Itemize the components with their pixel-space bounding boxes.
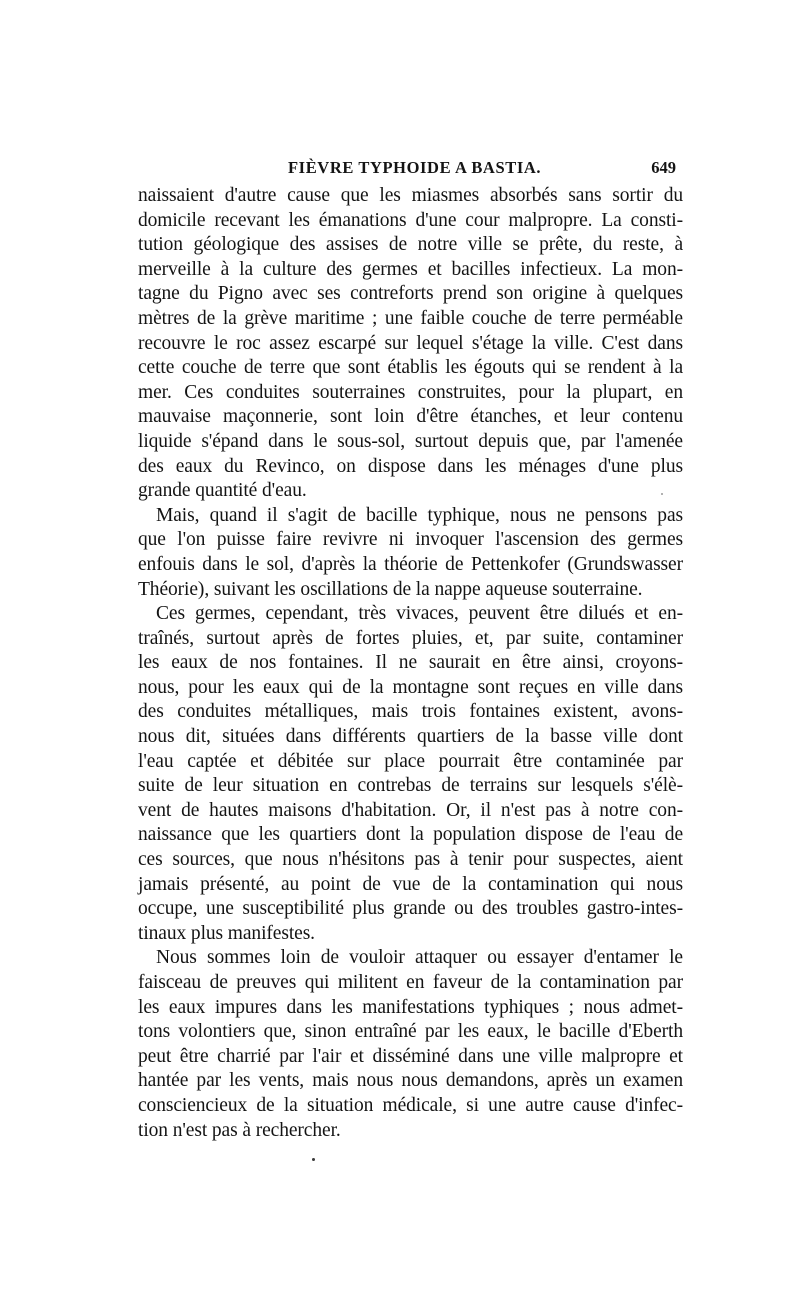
text-line: mauvaise maçonnerie, sont loin d'être étanches, et leur contenu (138, 406, 683, 428)
text-line: tons volontiers que, sinon entraîné par les eaux, le bacille d'Eberth (138, 1021, 683, 1043)
text-line: jamais présenté, au point de vue de la contamination qui nous (138, 873, 683, 895)
text-line: cette couche de terre que sont établis les égouts qui se rendent à la (138, 357, 683, 379)
text-line: liquide s'épand dans le sous-sol, surtout depuis que, par l'amenée (138, 430, 683, 452)
text-line: nous, pour les eaux qui de la montagne sont reçues en ville dans (138, 676, 683, 698)
text-line: l'eau captée et débitée sur place pourrait être contaminée par (138, 750, 683, 772)
text-line: naissaient d'autre cause que les miasmes absorbés sans sortir du (138, 185, 683, 206)
text-line: tagne du Pigno avec ses contreforts prend son origine à quelques (138, 283, 683, 305)
text-line-paragraph-end: grande quantité d'eau. (138, 480, 307, 502)
running-title: FIÈVRE TYPHOIDE A BASTIA. (288, 158, 542, 177)
text-line-paragraph-end: Théorie), suivant les oscillations de la nappe aqueuse souterraine. (138, 578, 643, 600)
text-line: traînés, surtout après de fortes pluies, et, par suite, contaminer (138, 627, 683, 649)
text-line: nous dit, situées dans différents quartiers de la basse ville dont (138, 726, 683, 748)
text-line: occupe, une susceptibilité plus grande ou des troubles gastro-intes- (138, 898, 683, 920)
page-number: 649 (651, 158, 676, 177)
text-line: vent de hautes maisons d'habitation. Or, il n'est pas à notre con- (138, 799, 683, 821)
text-line: faisceau de preuves qui militent en faveur de la contamination par (138, 972, 683, 993)
text-line: les eaux de nos fontaines. Il ne saurait en être ainsi, croyons- (138, 652, 683, 674)
text-line: enfouis dans le sol, d'après la théorie de Pettenkofer (Grundswasser (138, 553, 683, 575)
text-line-paragraph-start: Nous sommes loin de vouloir attaquer ou essayer d'entamer le (156, 947, 683, 969)
text-line: mètres de la grève maritime ; une faible couche de terre perméable (138, 307, 683, 329)
text-line-paragraph-end: tion n'est pas à rechercher. (138, 1119, 341, 1141)
text-line: ces sources, que nous n'hésitons pas à tenir pour suspectes, aient (138, 849, 683, 871)
text-line: merveille à la culture des germes et bacilles infectieux. La mon- (138, 258, 683, 280)
text-line: naissance que les quartiers dont la population dispose de l'eau de (138, 824, 683, 846)
text-line: suite de leur situation en contrebas de terrains sur lesquels s'élè- (138, 775, 683, 797)
ink-speck (312, 1158, 315, 1161)
body-text (138, 184, 683, 1143)
text-line: hantée par les vents, mais nous nous demandons, après un examen (138, 1070, 683, 1092)
text-line: tution géologique des assises de notre ville se prête, du reste, à (138, 234, 683, 256)
text-line: consciencieux de la situation médicale, si une autre cause d'infec- (138, 1094, 683, 1116)
text-line: des eaux du Revinco, on dispose dans les ménages d'une plus (138, 455, 683, 477)
text-line-paragraph-start: Ces germes, cependant, très vivaces, peuvent être dilués et en- (156, 603, 683, 625)
text-line: que l'on puisse faire revivre ni invoquer l'ascension des germes (138, 529, 683, 551)
ink-speck (661, 493, 663, 495)
text-line-paragraph-start: Mais, quand il s'agit de bacille typhique, nous ne pensons pas (156, 504, 683, 526)
text-line: mer. Ces conduites souterraines construites, pour la plupart, en (138, 381, 683, 403)
text-line: des conduites métalliques, mais trois fontaines existent, avons- (138, 701, 683, 723)
running-head (138, 158, 676, 182)
text-line: les eaux impures dans les manifestations typhiques ; nous admet- (138, 996, 683, 1018)
text-line: domicile recevant les émanations d'une cour malpropre. La consti- (138, 209, 683, 231)
text-line: peut être charrié par l'air et disséminé dans une ville malpropre et (138, 1045, 683, 1067)
text-line: recouvre le roc assez escarpé sur lequel s'étage la ville. C'est dans (138, 332, 683, 354)
text-line-paragraph-end: tinaux plus manifestes. (138, 922, 315, 944)
